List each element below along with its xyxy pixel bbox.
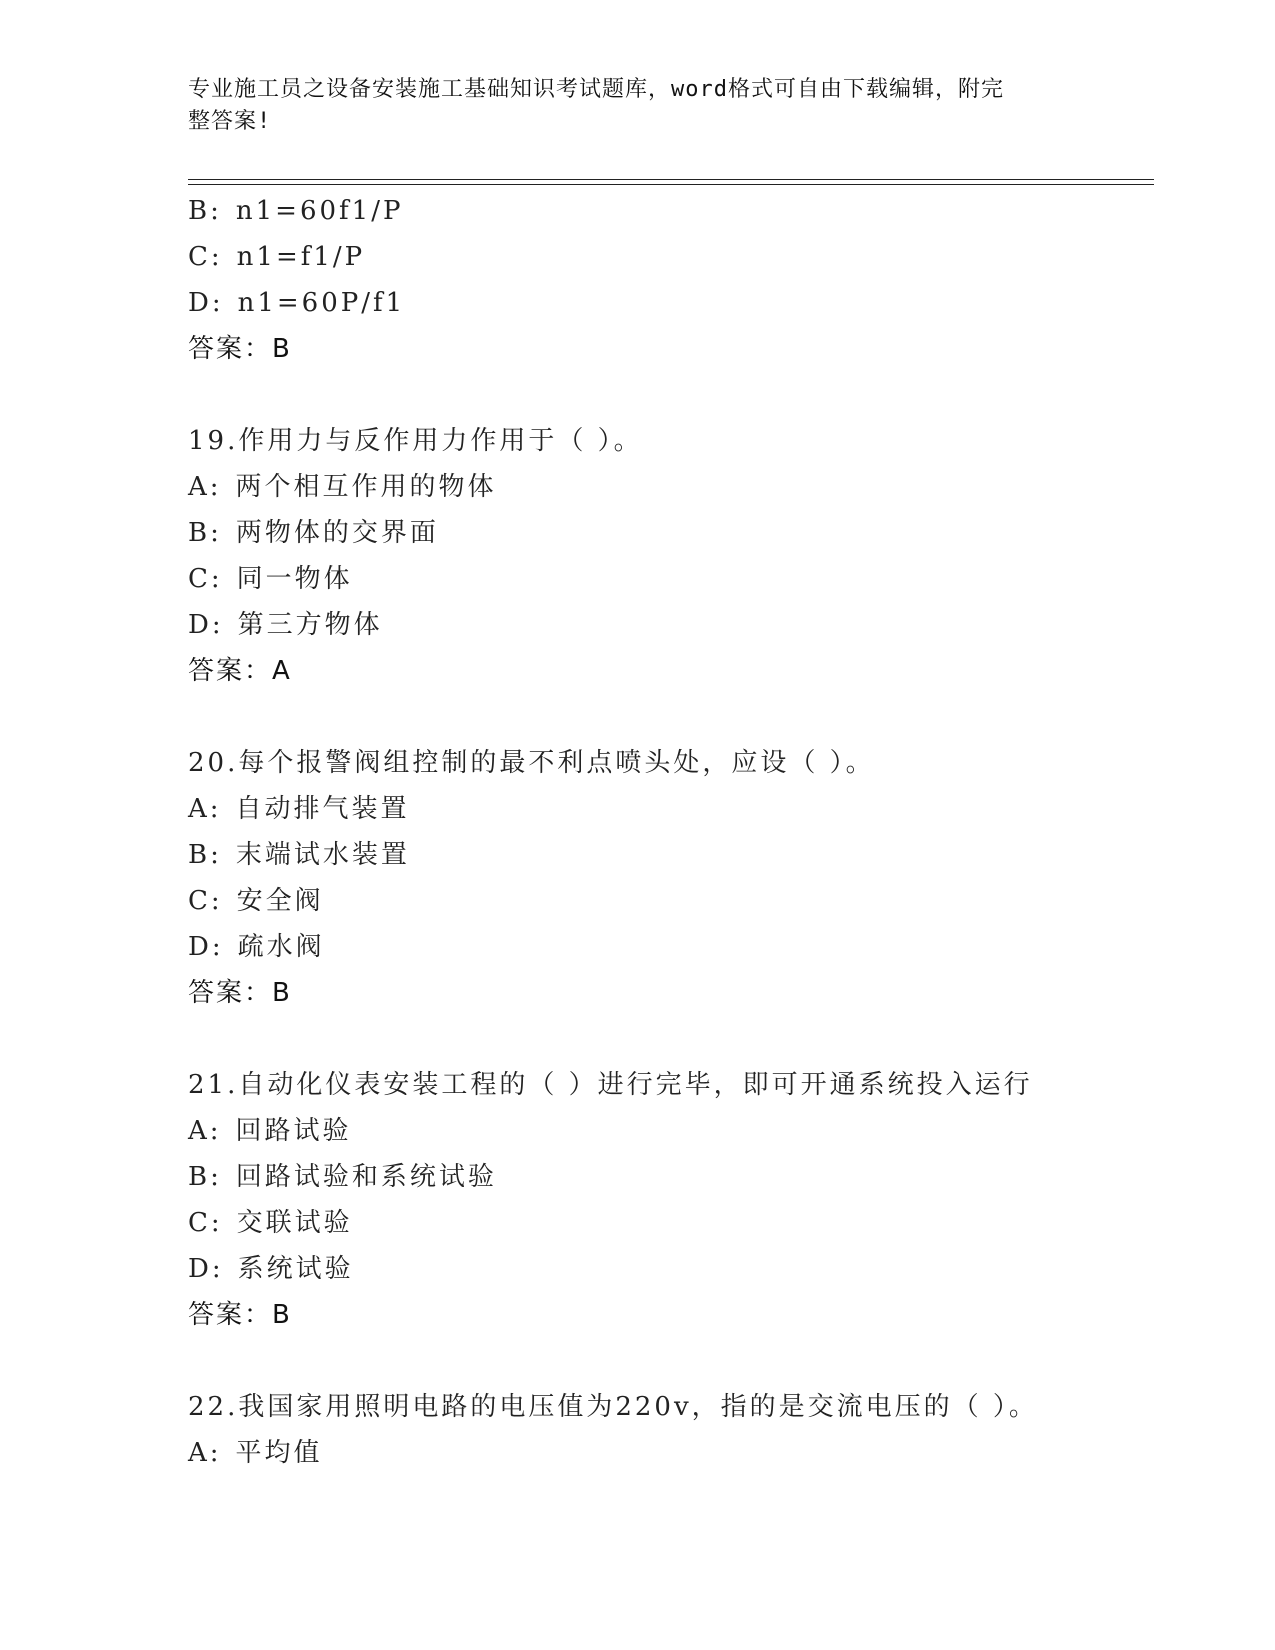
- option-letter: D:: [188, 288, 224, 318]
- answer-line: 答案：A: [188, 656, 292, 686]
- option-letter: C:: [188, 564, 223, 594]
- option-text: 平均值: [235, 1438, 323, 1468]
- answer-line: 答案：B: [188, 978, 292, 1008]
- option-line: [188, 924, 1154, 970]
- option-line: [188, 878, 1154, 924]
- option-letter: A:: [188, 1438, 222, 1468]
- question-stem: 19.作用力与反作用力作用于（ ）。: [188, 426, 643, 456]
- question-list: [188, 188, 1154, 1476]
- header-line-2: 整答案!: [188, 109, 272, 134]
- option-line: [188, 1200, 1154, 1246]
- option-letter: A:: [188, 472, 222, 502]
- option-text: 两个相互作用的物体: [235, 472, 497, 502]
- question-block: [188, 418, 1154, 694]
- option-text: 疏水阀: [237, 932, 325, 962]
- spacer: [188, 1016, 1154, 1062]
- option-line: [188, 234, 1154, 280]
- question-block: [188, 188, 1154, 372]
- spacer: [188, 694, 1154, 740]
- option-text: 第三方物体: [237, 610, 383, 640]
- option-text: 同一物体: [236, 564, 353, 594]
- question-block: [188, 1384, 1154, 1476]
- option-line: [188, 1108, 1154, 1154]
- question-block: [188, 740, 1154, 1016]
- option-line: [188, 1246, 1154, 1292]
- option-line: [188, 556, 1154, 602]
- option-letter: D:: [188, 1254, 224, 1284]
- option-letter: B:: [188, 518, 222, 548]
- option-line: [188, 1154, 1154, 1200]
- option-line: [188, 832, 1154, 878]
- option-text: 末端试水装置: [235, 840, 410, 870]
- option-line: [188, 280, 1154, 326]
- option-text: n1=60f1/P: [235, 196, 404, 226]
- spacer: [188, 372, 1154, 418]
- option-letter: A:: [188, 1116, 222, 1146]
- option-letter: A:: [188, 794, 222, 824]
- option-text: 回路试验: [235, 1116, 352, 1146]
- header-divider-bottom: [188, 184, 1154, 185]
- question-stem: 22.我国家用照明电路的电压值为220v，指的是交流电压的（ ）。: [188, 1392, 1038, 1422]
- option-line: [188, 510, 1154, 556]
- question-block: [188, 1062, 1154, 1338]
- option-letter: C:: [188, 1208, 223, 1238]
- spacer: [188, 1338, 1154, 1384]
- question-stem: 20.每个报警阀组控制的最不利点喷头处，应设（ ）。: [188, 748, 875, 778]
- option-letter: B:: [188, 840, 222, 870]
- option-line: [188, 602, 1154, 648]
- option-text: 自动排气装置: [235, 794, 410, 824]
- option-line: [188, 188, 1154, 234]
- option-letter: C:: [188, 886, 223, 916]
- option-line: [188, 1430, 1154, 1476]
- option-letter: D:: [188, 610, 224, 640]
- question-stem: 21.自动化仪表安装工程的（ ）进行完毕，即可开通系统投入运行: [188, 1070, 1033, 1100]
- header-line-1: 专业施工员之设备安装施工基础知识考试题库，word格式可自由下载编辑，附完: [188, 77, 1004, 102]
- option-line: [188, 464, 1154, 510]
- option-text: n1=60P/f1: [237, 288, 406, 318]
- option-text: 系统试验: [237, 1254, 354, 1284]
- option-text: 两物体的交界面: [235, 518, 439, 548]
- answer-line: 答案：B: [188, 334, 292, 364]
- answer-line: 答案：B: [188, 1300, 292, 1330]
- option-letter: B:: [188, 196, 222, 226]
- option-line: [188, 786, 1154, 832]
- option-text: 交联试验: [236, 1208, 353, 1238]
- document-header: [188, 74, 1088, 138]
- option-letter: B:: [188, 1162, 222, 1192]
- option-letter: D:: [188, 932, 224, 962]
- option-text: n1=f1/P: [236, 242, 366, 272]
- option-letter: C:: [188, 242, 223, 272]
- option-text: 回路试验和系统试验: [235, 1162, 497, 1192]
- option-text: 安全阀: [236, 886, 324, 916]
- header-divider-top: [188, 179, 1154, 180]
